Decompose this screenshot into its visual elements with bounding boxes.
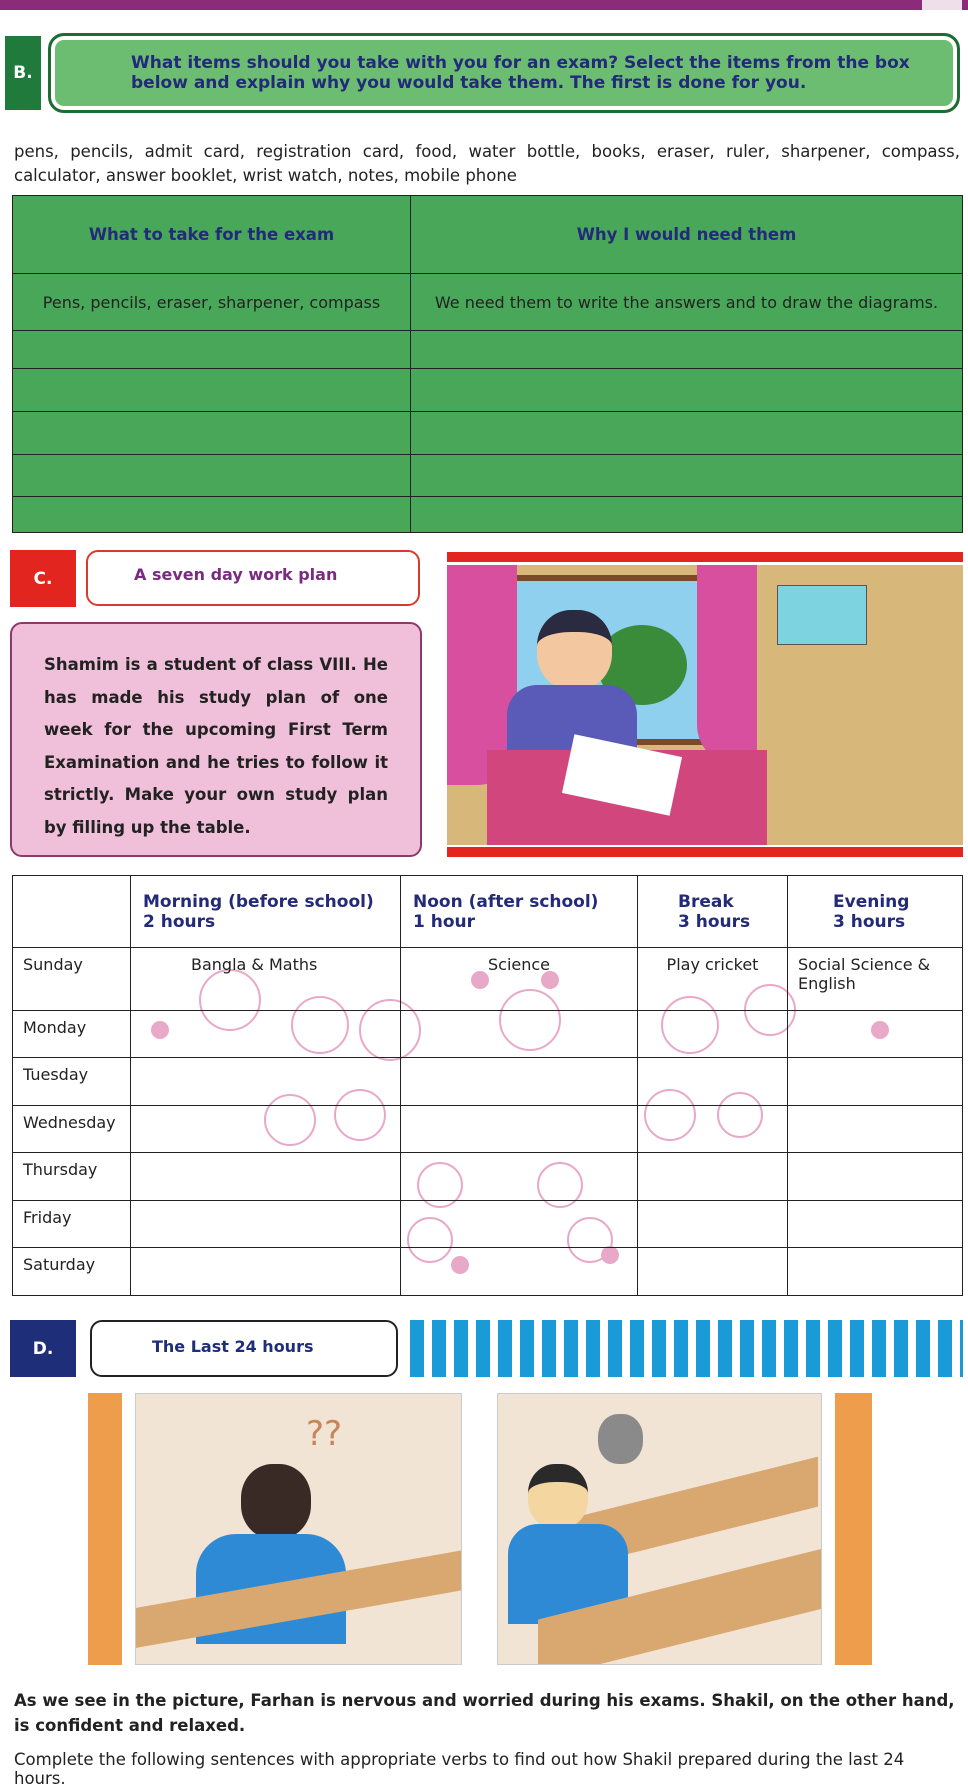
table-cell[interactable] <box>13 331 411 369</box>
table-header: Why I would need them <box>411 196 963 274</box>
table-cell[interactable] <box>401 1201 638 1248</box>
orange-bar-right <box>835 1393 872 1665</box>
day-cell: Sunday <box>13 948 131 1011</box>
table-cell[interactable]: Bangla & Maths <box>131 948 401 1011</box>
table-cell[interactable] <box>788 1153 963 1201</box>
table-cell[interactable] <box>638 1011 788 1058</box>
table-cell[interactable] <box>131 1106 401 1153</box>
question-marks: ?? <box>306 1414 343 1454</box>
table-cell[interactable] <box>638 1106 788 1153</box>
table-cell[interactable] <box>788 1011 963 1058</box>
section-d-title: The Last 24 hours <box>90 1320 398 1377</box>
orange-bar-left <box>88 1393 122 1665</box>
section-c-title: A seven day work plan <box>86 550 420 606</box>
table-cell[interactable] <box>401 1248 638 1296</box>
page-number-decoration <box>922 0 962 10</box>
student-head <box>241 1464 311 1539</box>
section-c-label: C. <box>10 550 76 607</box>
table-cell[interactable] <box>411 455 963 497</box>
table-cell[interactable] <box>411 369 963 412</box>
table-header: Morning (before school) 2 hours <box>131 876 401 948</box>
table-cell[interactable] <box>401 1106 638 1153</box>
day-cell: Wednesday <box>13 1106 131 1153</box>
exam-items-table <box>12 195 963 533</box>
section-b-label: B. <box>5 36 41 110</box>
day-cell: Monday <box>13 1011 131 1058</box>
day-cell: Friday <box>13 1201 131 1248</box>
table-header <box>13 876 131 948</box>
wall-chart <box>777 585 867 645</box>
table-cell[interactable] <box>411 331 963 369</box>
table-cell[interactable] <box>131 1011 401 1058</box>
table-cell[interactable] <box>13 369 411 412</box>
table-cell[interactable] <box>131 1248 401 1296</box>
table-cell[interactable] <box>13 497 411 533</box>
table-header: Noon (after school) 1 hour <box>401 876 638 948</box>
table-cell[interactable] <box>411 412 963 455</box>
table-cell[interactable] <box>788 1248 963 1296</box>
table-cell[interactable] <box>13 412 411 455</box>
day-cell: Saturday <box>13 1248 131 1296</box>
table-header: What to take for the exam <box>13 196 411 274</box>
top-banner <box>0 0 968 10</box>
red-bar-bottom <box>447 847 963 857</box>
table-cell[interactable] <box>638 1153 788 1201</box>
work-plan-table <box>12 875 963 1296</box>
back-student-head <box>598 1414 643 1464</box>
table-cell[interactable]: We need them to write the answers and to draw the diagrams. <box>411 274 963 331</box>
table-cell[interactable] <box>401 1058 638 1106</box>
table-cell[interactable] <box>13 455 411 497</box>
table-cell[interactable] <box>131 1058 401 1106</box>
table-cell[interactable] <box>638 1201 788 1248</box>
section-d-label: D. <box>10 1320 76 1377</box>
curtain-right <box>697 565 757 765</box>
nervous-student-illustration <box>135 1393 462 1665</box>
items-list: pens, pencils, admit card, registration card, food, water bottle, books, eraser, ruler, sharpener, compass, calculator, answer booklet, wrist watch, notes, mobile phone <box>14 142 960 185</box>
table-cell[interactable]: Play cricket <box>638 948 788 1011</box>
table-cell[interactable]: Science <box>401 948 638 1011</box>
table-header: Evening 3 hours <box>788 876 963 948</box>
confident-student-illustration <box>497 1393 822 1665</box>
table-header: Break 3 hours <box>638 876 788 948</box>
table-cell[interactable] <box>401 1153 638 1201</box>
table-cell[interactable] <box>788 1106 963 1153</box>
table-cell[interactable] <box>638 1248 788 1296</box>
blue-stripes-decoration <box>410 1320 963 1377</box>
section-d-description: As we see in the picture, Farhan is nervous and worried during his exams. Shakil, on the other hand, is confident and relaxed. <box>14 1691 955 1735</box>
section-b-instruction-box <box>48 33 960 113</box>
section-b-instruction: What items should you take with you for an exam? Select the items from the box below and explain why you would take them. The first is done for you. <box>131 53 910 93</box>
red-bar-top <box>447 552 963 562</box>
table-cell[interactable] <box>131 1201 401 1248</box>
table-cell[interactable] <box>788 1058 963 1106</box>
section-c-text: Shamim is a student of class VIII. He has made his study plan of one week for the upcoming First Term Examination and he tries to follow it strictly. Make your own study plan by filling up the table. <box>10 622 422 857</box>
table-cell[interactable]: Social Science & English <box>788 948 963 1011</box>
table-cell[interactable] <box>131 1153 401 1201</box>
table-cell[interactable]: Pens, pencils, eraser, sharpener, compass <box>13 274 411 331</box>
table-cell[interactable] <box>401 1011 638 1058</box>
boy-head <box>537 610 612 690</box>
table-cell[interactable] <box>411 497 963 533</box>
student-head <box>528 1464 588 1529</box>
day-cell: Thursday <box>13 1153 131 1201</box>
table-cell[interactable] <box>638 1058 788 1106</box>
section-d-instruction: Complete the following sentences with appropriate verbs to find out how Shakil prepared during the last 24 hours. <box>14 1750 905 1788</box>
table-cell[interactable] <box>788 1201 963 1248</box>
boy-studying-illustration <box>447 565 963 845</box>
day-cell: Tuesday <box>13 1058 131 1106</box>
